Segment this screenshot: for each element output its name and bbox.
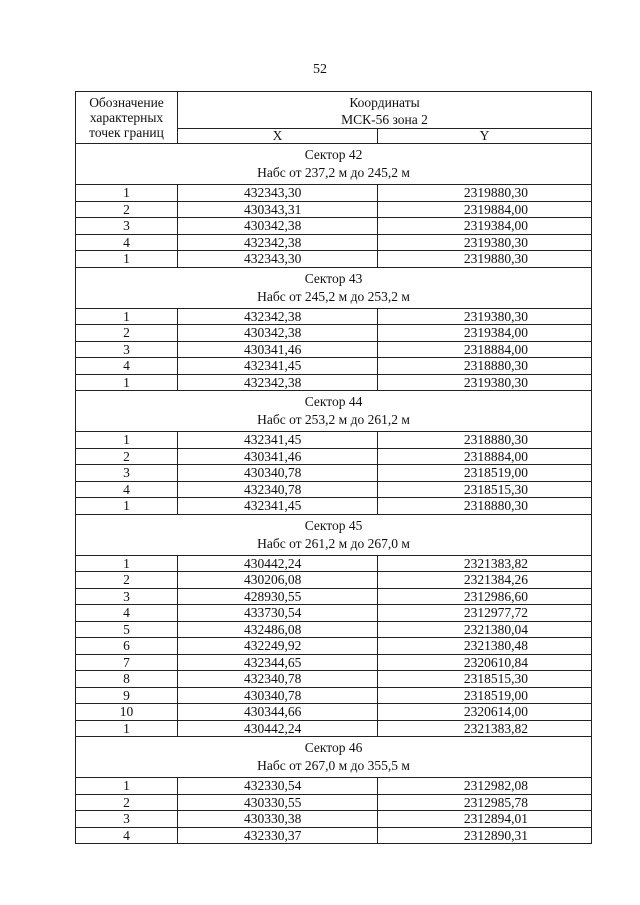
- table-body: [76, 144, 592, 844]
- point-number-cell: 8: [76, 671, 178, 688]
- y-coordinate-cell: 2312977,72: [378, 605, 592, 622]
- y-coordinate-cell: 2318519,00: [378, 687, 592, 704]
- x-coordinate-cell: 432486,08: [178, 621, 378, 638]
- x-coordinate-cell: 430341,46: [178, 341, 378, 358]
- table-row: [76, 605, 592, 622]
- points-header-line-2: характерных: [89, 110, 164, 125]
- table-row: [76, 358, 592, 375]
- table-row: [76, 185, 592, 202]
- x-coordinate-cell: 430341,46: [178, 448, 378, 465]
- y-coordinate-cell: 2312894,01: [378, 811, 592, 828]
- x-coordinate-cell: 430442,24: [178, 555, 378, 572]
- y-coordinate-cell: 2312985,78: [378, 794, 592, 811]
- table-row: [76, 325, 592, 342]
- y-coordinate-cell: 2319380,30: [378, 308, 592, 325]
- y-coordinate-cell: 2319384,00: [378, 218, 592, 235]
- x-coordinate-cell: 430442,24: [178, 720, 378, 737]
- table-row: [76, 794, 592, 811]
- coordinates-header: [178, 92, 592, 129]
- sector-header: [76, 144, 592, 185]
- x-coordinate-cell: 432343,30: [178, 251, 378, 268]
- table-row: [76, 374, 592, 391]
- point-number-cell: 1: [76, 555, 178, 572]
- x-column-header: X: [178, 129, 378, 144]
- sector-title: Сектор 45: [304, 517, 363, 533]
- table-row: [76, 621, 592, 638]
- y-coordinate-cell: 2319380,30: [378, 234, 592, 251]
- point-number-cell: 4: [76, 234, 178, 251]
- sector-title: Сектор 42: [304, 147, 363, 162]
- y-coordinate-cell: 2312890,31: [378, 827, 592, 844]
- point-number-cell: 2: [76, 448, 178, 465]
- point-number-cell: 5: [76, 621, 178, 638]
- point-number-cell: 1: [76, 432, 178, 449]
- x-coordinate-cell: 432249,92: [178, 638, 378, 655]
- table-row: [76, 234, 592, 251]
- sector-header: [76, 737, 592, 778]
- sector-height-range: Набс от 237,2 м до 245,2 м: [257, 165, 410, 180]
- point-number-cell: 7: [76, 654, 178, 671]
- point-number-cell: 3: [76, 218, 178, 235]
- y-coordinate-cell: 2318880,30: [378, 358, 592, 375]
- sector-header: [76, 391, 592, 432]
- x-coordinate-cell: 432342,38: [178, 234, 378, 251]
- point-number-cell: 1: [76, 498, 178, 515]
- x-coordinate-cell: 432340,78: [178, 481, 378, 498]
- point-number-cell: 2: [76, 794, 178, 811]
- table-row: [76, 448, 592, 465]
- x-coordinate-cell: 430342,38: [178, 325, 378, 342]
- point-number-cell: 1: [76, 308, 178, 325]
- sector-header-row: [76, 737, 592, 778]
- x-coordinate-cell: 432341,45: [178, 432, 378, 449]
- point-number-cell: 9: [76, 687, 178, 704]
- table-row: [76, 201, 592, 218]
- point-number-cell: 1: [76, 778, 178, 795]
- point-number-cell: 1: [76, 185, 178, 202]
- table-row: [76, 687, 592, 704]
- table-row: [76, 778, 592, 795]
- point-number-cell: 3: [76, 588, 178, 605]
- table-row: [76, 572, 592, 589]
- table-row: [76, 704, 592, 721]
- sector-title: Сектор 46: [304, 740, 363, 755]
- y-coordinate-cell: 2320614,00: [378, 704, 592, 721]
- coordinates-header-line-2: МСК-56 зона 2: [341, 112, 428, 127]
- x-coordinate-cell: 432344,65: [178, 654, 378, 671]
- table-header: [76, 92, 592, 144]
- table-row: [76, 827, 592, 844]
- point-number-cell: 6: [76, 638, 178, 655]
- y-coordinate-cell: 2319880,30: [378, 251, 592, 268]
- y-coordinate-cell: 2321384,26: [378, 572, 592, 589]
- x-coordinate-cell: 433730,54: [178, 605, 378, 622]
- table-row: [76, 720, 592, 737]
- table-row: [76, 811, 592, 828]
- point-number-cell: 4: [76, 605, 178, 622]
- x-coordinate-cell: 432342,38: [178, 374, 378, 391]
- y-coordinate-cell: 2318515,30: [378, 671, 592, 688]
- x-coordinate-cell: 430330,55: [178, 794, 378, 811]
- y-column-header: Y: [378, 129, 592, 144]
- table-row: [76, 481, 592, 498]
- table-row: [76, 341, 592, 358]
- y-coordinate-cell: 2319880,30: [378, 185, 592, 202]
- sector-header-row: [76, 514, 592, 555]
- point-number-cell: 2: [76, 201, 178, 218]
- y-coordinate-cell: 2320610,84: [378, 654, 592, 671]
- table-row: [76, 588, 592, 605]
- table-row: [76, 555, 592, 572]
- point-number-cell: 1: [76, 251, 178, 268]
- table-row: [76, 498, 592, 515]
- point-number-cell: 10: [76, 704, 178, 721]
- x-coordinate-cell: 432330,37: [178, 827, 378, 844]
- table-row: [76, 251, 592, 268]
- point-number-cell: 2: [76, 325, 178, 342]
- table-row: [76, 218, 592, 235]
- sector-header-row: [76, 144, 592, 185]
- table-row: [76, 671, 592, 688]
- sector-header-row: [76, 267, 592, 308]
- x-coordinate-cell: 428930,55: [178, 588, 378, 605]
- coordinates-header-line-1: Координаты: [349, 95, 420, 110]
- points-column-header: [76, 92, 178, 144]
- x-coordinate-cell: 430340,78: [178, 465, 378, 482]
- sector-header-row: [76, 391, 592, 432]
- point-number-cell: 3: [76, 811, 178, 828]
- coordinates-table: [75, 91, 592, 844]
- point-number-cell: 1: [76, 720, 178, 737]
- y-coordinate-cell: 2318880,30: [378, 498, 592, 515]
- point-number-cell: 2: [76, 572, 178, 589]
- point-number-cell: 4: [76, 358, 178, 375]
- x-coordinate-cell: 432341,45: [178, 358, 378, 375]
- y-coordinate-cell: 2321383,82: [378, 555, 592, 572]
- y-coordinate-cell: 2318884,00: [378, 341, 592, 358]
- point-number-cell: 4: [76, 481, 178, 498]
- table-row: [76, 432, 592, 449]
- y-coordinate-cell: 2319884,00: [378, 201, 592, 218]
- table-row: [76, 654, 592, 671]
- x-coordinate-cell: 432342,38: [178, 308, 378, 325]
- point-number-cell: 1: [76, 374, 178, 391]
- y-coordinate-cell: 2318519,00: [378, 465, 592, 482]
- sector-height-range: Набс от 245,2 м до 253,2 м: [257, 288, 410, 304]
- y-coordinate-cell: 2319380,30: [378, 374, 592, 391]
- y-coordinate-cell: 2321380,04: [378, 621, 592, 638]
- table-row: [76, 465, 592, 482]
- sector-height-range: Набс от 267,0 м до 355,5 м: [257, 758, 410, 773]
- sector-title: Сектор 44: [304, 394, 363, 409]
- y-coordinate-cell: 2318884,00: [378, 448, 592, 465]
- x-coordinate-cell: 430330,38: [178, 811, 378, 828]
- x-coordinate-cell: 432343,30: [178, 185, 378, 202]
- sector-header: [76, 514, 592, 555]
- x-coordinate-cell: 430343,31: [178, 201, 378, 218]
- page-number: 52: [313, 62, 327, 77]
- x-coordinate-cell: 430340,78: [178, 687, 378, 704]
- sector-height-range: Набс от 253,2 м до 261,2 м: [257, 412, 410, 427]
- x-coordinate-cell: 430342,38: [178, 218, 378, 235]
- table-row: [76, 308, 592, 325]
- sector-title: Сектор 43: [304, 270, 363, 286]
- x-coordinate-cell: 430344,66: [178, 704, 378, 721]
- x-coordinate-cell: 430206,08: [178, 572, 378, 589]
- y-coordinate-cell: 2318880,30: [378, 432, 592, 449]
- table-row: [76, 638, 592, 655]
- sector-height-range: Набс от 261,2 м до 267,0 м: [257, 535, 410, 551]
- point-number-cell: 4: [76, 827, 178, 844]
- y-coordinate-cell: 2321383,82: [378, 720, 592, 737]
- points-header-line-3: точек границ: [89, 125, 164, 140]
- y-coordinate-cell: 2319384,00: [378, 325, 592, 342]
- y-coordinate-cell: 2312986,60: [378, 588, 592, 605]
- y-coordinate-cell: 2318515,30: [378, 481, 592, 498]
- y-coordinate-cell: 2321380,48: [378, 638, 592, 655]
- points-header-line-1: Обозначение: [89, 95, 164, 110]
- sector-header: [76, 267, 592, 308]
- x-coordinate-cell: 432341,45: [178, 498, 378, 515]
- y-coordinate-cell: 2312982,08: [378, 778, 592, 795]
- point-number-cell: 3: [76, 341, 178, 358]
- x-coordinate-cell: 432340,78: [178, 671, 378, 688]
- point-number-cell: 3: [76, 465, 178, 482]
- x-coordinate-cell: 432330,54: [178, 778, 378, 795]
